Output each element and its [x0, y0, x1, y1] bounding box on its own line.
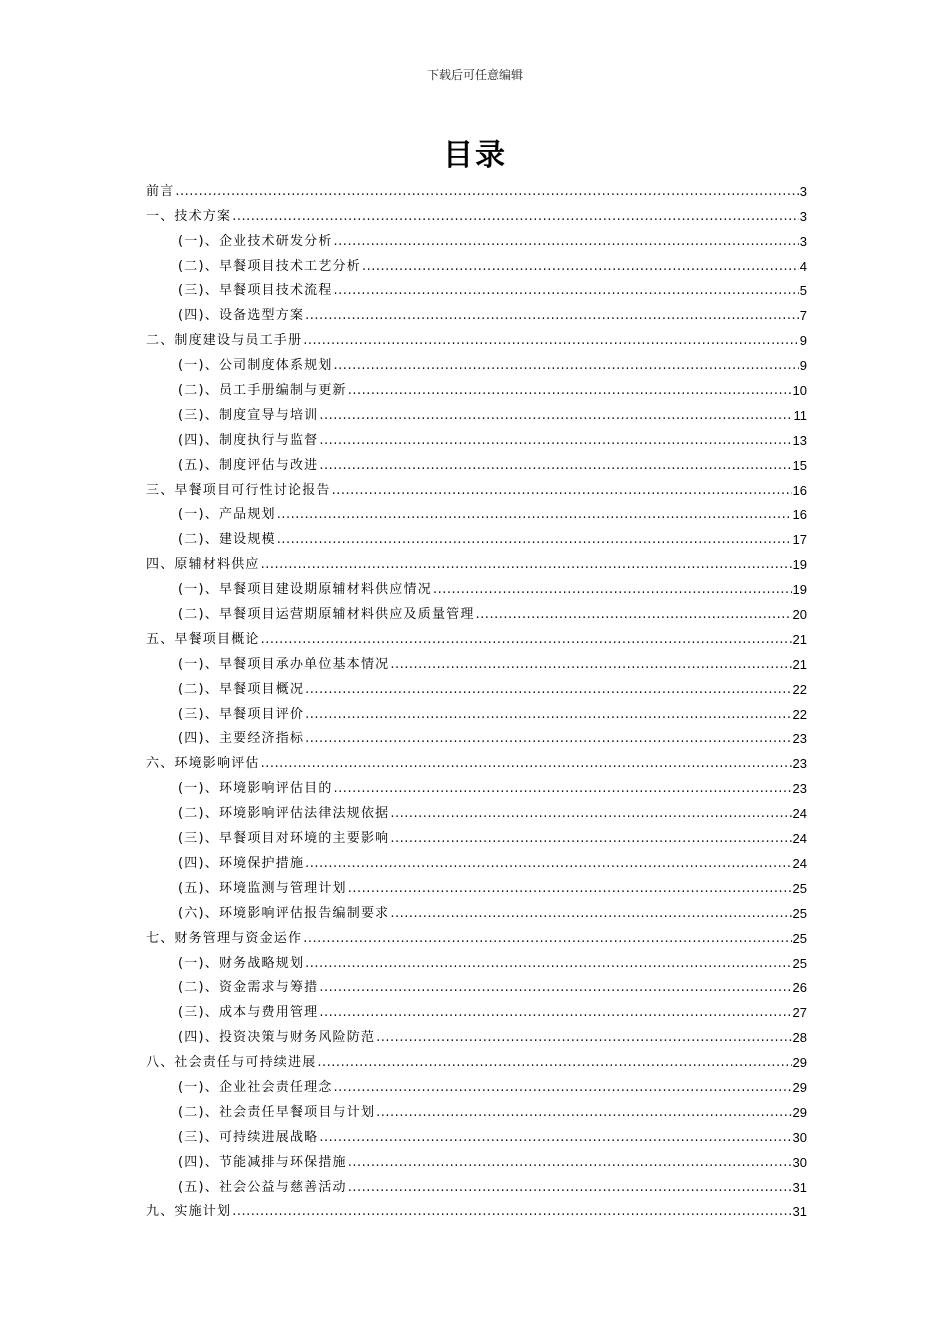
dot-leader [305, 956, 791, 972]
toc-subentry[interactable] [146, 374, 807, 399]
toc-entry-page-number: 22 [792, 706, 807, 722]
toc-entry-label: 四、原辅材料供应 [146, 557, 260, 573]
toc-entry[interactable] [146, 922, 807, 947]
dot-leader [334, 234, 799, 250]
toc-entry-page-number: 27 [792, 1005, 807, 1021]
toc-entry[interactable] [146, 324, 807, 349]
toc-entry-label: (四)、节能减排与环保措施 [178, 1154, 347, 1170]
toc-entry-label: (二)、环境影响评估法律法规依据 [178, 806, 390, 822]
toc-subentry[interactable] [146, 996, 807, 1021]
toc-entry-page-number: 25 [792, 930, 807, 946]
toc-entry-label: (二)、早餐项目运营期原辅材料供应及质量管理 [178, 607, 475, 623]
toc-entry-label: 七、财务管理与资金运作 [146, 930, 303, 946]
page-title: 目录 [443, 138, 507, 173]
toc-subentry[interactable] [146, 1171, 807, 1196]
toc-subentry[interactable] [146, 847, 807, 872]
toc-entry-label: (一)、环境影响评估目的 [178, 781, 333, 797]
toc-entry-page-number: 21 [792, 656, 807, 672]
toc-entry-label: (四)、环境保护措施 [178, 855, 305, 871]
toc-subentry[interactable] [146, 225, 807, 250]
toc-entry-page-number: 16 [792, 507, 807, 523]
dot-leader [334, 283, 799, 299]
toc-entry-page-number: 25 [792, 955, 807, 971]
dot-leader [390, 831, 791, 847]
toc-entry-page-number: 3 [799, 233, 807, 249]
toc-entry-label: (一)、财务战略规划 [178, 955, 305, 971]
dot-leader [232, 1204, 791, 1220]
dot-leader [277, 532, 792, 548]
toc-entry-page-number: 30 [792, 1129, 807, 1145]
toc-entry-label: (一)、早餐项目承办单位基本情况 [178, 656, 390, 672]
toc-subentry[interactable] [146, 897, 807, 922]
dot-leader [390, 806, 791, 822]
toc-subentry[interactable] [146, 947, 807, 972]
toc-subentry[interactable] [146, 972, 807, 997]
table-of-contents [146, 175, 807, 1220]
toc-subentry[interactable] [146, 872, 807, 897]
toc-entry-page-number: 17 [792, 532, 807, 548]
toc-entry-page-number: 31 [792, 1204, 807, 1220]
toc-subentry[interactable] [146, 449, 807, 474]
dot-leader [317, 1055, 791, 1071]
dot-leader [175, 184, 798, 200]
dot-leader [319, 980, 791, 996]
dot-leader [362, 259, 799, 275]
toc-subentry[interactable] [146, 299, 807, 324]
toc-entry-label: (五)、社会公益与慈善活动 [178, 1179, 347, 1195]
toc-entry-label: (三)、早餐项目技术流程 [178, 283, 333, 299]
toc-subentry[interactable] [146, 424, 807, 449]
toc-subentry[interactable] [146, 1021, 807, 1046]
dot-leader [334, 1080, 792, 1096]
toc-entry-label: (三)、早餐项目评价 [178, 706, 305, 722]
toc-entry-page-number: 29 [792, 1079, 807, 1095]
toc-entry-page-number: 29 [792, 1055, 807, 1071]
toc-entry-label: (一)、公司制度体系规划 [178, 358, 333, 374]
toc-entry-label: (二)、员工手册编制与更新 [178, 383, 347, 399]
dot-leader [305, 682, 791, 698]
toc-entry-page-number: 29 [792, 1104, 807, 1120]
toc-entry[interactable] [146, 175, 807, 200]
toc-entry-label: 九、实施计划 [146, 1204, 232, 1220]
toc-entry-label: (一)、产品规划 [178, 507, 276, 523]
toc-entry[interactable] [146, 623, 807, 648]
toc-entry-label: (三)、可持续进展战略 [178, 1129, 319, 1145]
toc-entry-label: (三)、制度宣导与培训 [178, 407, 319, 423]
dot-leader [261, 557, 792, 573]
toc-entry-page-number: 20 [792, 607, 807, 623]
toc-subentry[interactable] [146, 349, 807, 374]
toc-entry-label: (二)、资金需求与筹措 [178, 980, 319, 996]
toc-entry-page-number: 25 [792, 880, 807, 896]
dot-leader [277, 507, 792, 523]
dot-leader [305, 308, 799, 324]
dot-leader [348, 881, 792, 897]
page-header: 下载后可任意编辑 [426, 68, 523, 82]
toc-entry-page-number: 24 [792, 806, 807, 822]
toc-entry[interactable] [146, 474, 807, 499]
toc-subentry[interactable] [146, 573, 807, 598]
toc-entry-page-number: 21 [792, 631, 807, 647]
dot-leader [348, 1180, 792, 1196]
toc-subentry[interactable] [146, 1071, 807, 1096]
toc-entry-label: (四)、投资决策与财务风险防范 [178, 1030, 376, 1046]
toc-subentry[interactable] [146, 1096, 807, 1121]
dot-leader [319, 433, 791, 449]
toc-entry-label: 六、环境影响评估 [146, 756, 260, 772]
dot-leader [334, 358, 799, 374]
dot-leader [334, 781, 792, 797]
toc-entry-label: 前言 [146, 183, 175, 199]
toc-entry-label: (三)、成本与费用管理 [178, 1005, 319, 1021]
toc-entry-label: (三)、早餐项目对环境的主要影响 [178, 831, 390, 847]
toc-entry-label: (五)、环境监测与管理计划 [178, 880, 347, 896]
toc-subentry[interactable] [146, 499, 807, 524]
toc-subentry[interactable] [146, 250, 807, 275]
toc-entry-page-number: 4 [799, 258, 807, 274]
toc-entry-label: (二)、建设规模 [178, 532, 276, 548]
dot-leader [305, 707, 791, 723]
dot-leader [303, 931, 791, 947]
toc-entry-page-number: 10 [792, 383, 807, 399]
toc-entry-page-number: 9 [799, 358, 807, 374]
toc-entry-label: (四)、制度执行与监督 [178, 432, 319, 448]
toc-entry-page-number: 3 [799, 208, 807, 224]
toc-entry-label: 二、制度建设与员工手册 [146, 333, 303, 349]
toc-subentry[interactable] [146, 673, 807, 698]
dot-leader [303, 333, 799, 349]
dot-leader [305, 856, 791, 872]
toc-entry[interactable] [146, 548, 807, 573]
toc-subentry[interactable] [146, 648, 807, 673]
toc-entry-page-number: 3 [799, 183, 807, 199]
dot-leader [232, 209, 799, 225]
dot-leader [476, 607, 792, 623]
toc-entry[interactable] [146, 1196, 807, 1221]
toc-entry-page-number: 19 [792, 582, 807, 598]
toc-entry-page-number: 24 [792, 831, 807, 847]
toc-entry-page-number: 23 [792, 781, 807, 797]
toc-subentry[interactable] [146, 822, 807, 847]
toc-entry-label: 八、社会责任与可持续进展 [146, 1055, 317, 1071]
toc-entry-page-number: 28 [792, 1030, 807, 1046]
toc-entry-label: 三、早餐项目可行性讨论报告 [146, 482, 331, 498]
dot-leader [376, 1030, 791, 1046]
toc-entry-page-number: 5 [799, 283, 807, 299]
toc-entry-label: (一)、企业技术研发分析 [178, 233, 333, 249]
toc-entry-label: 五、早餐项目概论 [146, 631, 260, 647]
dot-leader [261, 756, 792, 772]
toc-entry-label: (四)、设备选型方案 [178, 308, 305, 324]
toc-subentry[interactable] [146, 797, 807, 822]
dot-leader [433, 582, 792, 598]
toc-subentry[interactable] [146, 723, 807, 748]
toc-entry-label: (二)、社会责任早餐项目与计划 [178, 1104, 376, 1120]
toc-entry-label: (六)、环境影响评估报告编制要求 [178, 905, 390, 921]
toc-subentry[interactable] [146, 1121, 807, 1146]
toc-entry-page-number: 22 [792, 681, 807, 697]
toc-subentry[interactable] [146, 1146, 807, 1171]
dot-leader [348, 1155, 792, 1171]
toc-entry-page-number: 23 [792, 756, 807, 772]
toc-entry-page-number: 24 [792, 855, 807, 871]
toc-entry-label: (二)、早餐项目技术工艺分析 [178, 258, 361, 274]
toc-entry[interactable] [146, 200, 807, 225]
toc-entry-page-number: 9 [799, 333, 807, 349]
dot-leader [305, 731, 791, 747]
dot-leader [348, 383, 792, 399]
toc-entry-page-number: 31 [792, 1179, 807, 1195]
toc-subentry[interactable] [146, 399, 807, 424]
toc-entry[interactable] [146, 747, 807, 772]
toc-subentry[interactable] [146, 598, 807, 623]
toc-entry-page-number: 19 [792, 557, 807, 573]
toc-entry-page-number: 7 [799, 308, 807, 324]
toc-entry-page-number: 11 [793, 407, 807, 423]
toc-entry-page-number: 23 [792, 731, 807, 747]
toc-entry-page-number: 15 [792, 457, 807, 473]
toc-entry-page-number: 26 [792, 980, 807, 996]
toc-entry-label: (一)、企业社会责任理念 [178, 1079, 333, 1095]
toc-entry-label: (四)、主要经济指标 [178, 731, 305, 747]
toc-entry-label: (一)、早餐项目建设期原辅材料供应情况 [178, 582, 432, 598]
dot-leader [319, 1005, 791, 1021]
dot-leader [319, 458, 791, 474]
toc-entry-label: (五)、制度评估与改进 [178, 457, 319, 473]
toc-entry-page-number: 16 [792, 482, 807, 498]
dot-leader [390, 906, 791, 922]
toc-entry-page-number: 25 [792, 905, 807, 921]
toc-entry-label: (二)、早餐项目概况 [178, 681, 305, 697]
dot-leader [261, 632, 792, 648]
toc-subentry[interactable] [146, 523, 807, 548]
dot-leader [332, 483, 792, 499]
toc-entry[interactable] [146, 1046, 807, 1071]
toc-subentry[interactable] [146, 275, 807, 300]
toc-entry-label: 一、技术方案 [146, 208, 232, 224]
toc-entry-page-number: 30 [792, 1154, 807, 1170]
dot-leader [376, 1105, 791, 1121]
toc-subentry[interactable] [146, 698, 807, 723]
toc-subentry[interactable] [146, 772, 807, 797]
toc-entry-page-number: 13 [792, 432, 807, 448]
dot-leader [390, 657, 791, 673]
dot-leader [319, 408, 792, 424]
dot-leader [319, 1130, 791, 1146]
